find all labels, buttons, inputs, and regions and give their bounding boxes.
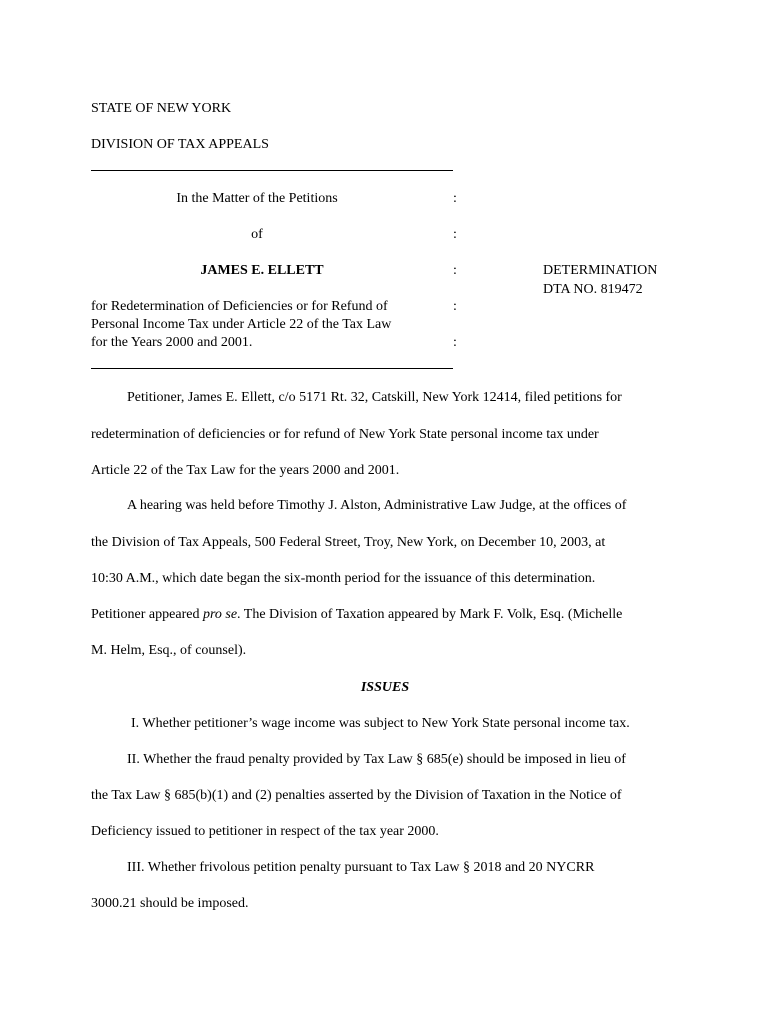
caption-purpose-line: Personal Income Tax under Article 22 of the Tax Law bbox=[91, 317, 392, 332]
issue-2-line: II. Whether the fraud penalty provided by Tax Law § 685(e) should be imposed in lieu of bbox=[127, 752, 626, 767]
caption-bottom-rule bbox=[91, 368, 453, 369]
caption-colon: : bbox=[453, 191, 457, 206]
dta-number: DTA NO. 819472 bbox=[543, 282, 643, 297]
body-line: Article 22 of the Tax Law for the years 2000 and 2001. bbox=[91, 463, 400, 478]
caption-colon: : bbox=[453, 335, 457, 350]
caption-colon: : bbox=[453, 263, 457, 278]
issues-heading: ISSUES bbox=[360, 680, 410, 695]
body-line: the Division of Tax Appeals, 500 Federal Street, Troy, New York, on December 10, 2003, at bbox=[91, 535, 606, 550]
header-division: DIVISION OF TAX APPEALS bbox=[91, 137, 269, 152]
body-text: Petitioner appeared bbox=[91, 607, 203, 622]
pro-se-term: pro se bbox=[202, 607, 238, 622]
determination-title: DETERMINATION bbox=[543, 263, 658, 278]
body-line: 10:30 A.M., which date began the six-month period for the issuance of this determination. bbox=[91, 571, 596, 586]
body-line: redetermination of deficiencies or for refund of New York State personal income tax under bbox=[91, 427, 599, 442]
petitioner-name: JAMES E. ELLETT bbox=[200, 263, 324, 278]
issue-2-line: the Tax Law § 685(b)(1) and (2) penalties asserted by the Division of Taxation in the Notice of bbox=[91, 788, 622, 803]
caption-purpose-line: for the Years 2000 and 2001. bbox=[91, 335, 253, 350]
body-line: M. Helm, Esq., of counsel). bbox=[91, 643, 247, 658]
body-text: . The Division of Taxation appeared by Mark F. Volk, Esq. (Michelle bbox=[237, 607, 623, 622]
issue-2-line: Deficiency issued to petitioner in respect of the tax year 2000. bbox=[91, 824, 439, 839]
caption-top-rule bbox=[91, 170, 453, 171]
body-line: A hearing was held before Timothy J. Alston, Administrative Law Judge, at the offices of bbox=[127, 498, 627, 513]
issue-3-line: III. Whether frivolous petition penalty pursuant to Tax Law § 2018 and 20 NYCRR bbox=[127, 860, 595, 875]
body-line: Petitioner, James E. Ellett, c/o 5171 Rt. 32, Catskill, New York 12414, filed petitions for bbox=[127, 390, 622, 405]
body-line bbox=[91, 606, 622, 623]
caption-matter: In the Matter of the Petitions bbox=[176, 191, 338, 206]
issue-1: I. Whether petitioner’s wage income was subject to New York State personal income tax. bbox=[131, 716, 630, 731]
caption-purpose-line: for Redetermination of Deficiencies or for Refund of bbox=[91, 299, 388, 314]
caption-colon: : bbox=[453, 227, 457, 242]
header-state: STATE OF NEW YORK bbox=[91, 101, 232, 116]
issue-3-line: 3000.21 should be imposed. bbox=[91, 896, 249, 911]
caption-of: of bbox=[251, 227, 263, 242]
caption-colon: : bbox=[453, 299, 457, 314]
